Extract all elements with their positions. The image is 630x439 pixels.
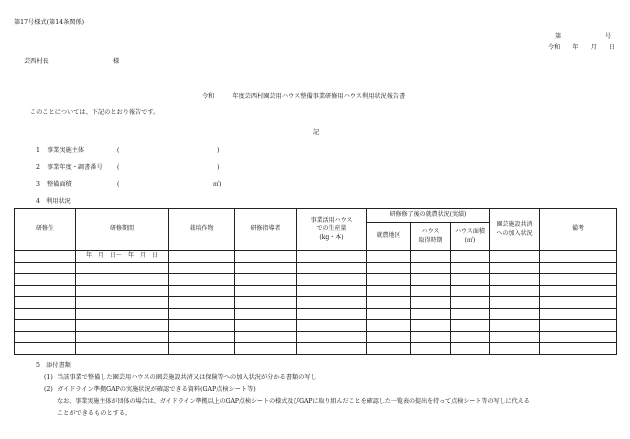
header-remarks: 備考 bbox=[540, 209, 617, 251]
item-paren-close: ) bbox=[217, 147, 220, 154]
table-row bbox=[15, 285, 617, 297]
header-trainee: 研修生 bbox=[15, 209, 76, 251]
date-month: 月 bbox=[590, 44, 597, 51]
title-era: 令和 bbox=[202, 93, 215, 100]
attachment-text: 当該事業で整備した園芸用ハウスの園芸施設共済又は保険等への加入状況が分かる書類の写し bbox=[57, 374, 317, 381]
title-text: 年度芸西村園芸用ハウス整備事業研修用ハウス利用状況報告書 bbox=[232, 93, 406, 100]
attachment-number: (2) bbox=[44, 386, 53, 393]
table-row bbox=[15, 297, 617, 309]
header-house-area: ハウス面積 (㎡) bbox=[451, 223, 490, 251]
usage-table bbox=[14, 208, 617, 355]
item-label: 事業年度・調書番号 bbox=[47, 164, 103, 171]
attachment-note-cont: ことができるものとする。 bbox=[57, 410, 132, 417]
header-house-period: ハウス 取得時期 bbox=[411, 223, 451, 251]
item-label: 事業実施主体 bbox=[47, 147, 85, 154]
header-production: 事業活用ハウス での生産量 (kg・本) bbox=[297, 209, 367, 251]
item-number: 2 bbox=[36, 164, 40, 171]
addressee-name: 芸西村長 bbox=[24, 58, 49, 65]
item-number: 1 bbox=[36, 147, 40, 154]
header-facility: 園芸施設共済 への加入状況 bbox=[490, 209, 540, 251]
item-number: 3 bbox=[36, 181, 40, 188]
table-row bbox=[15, 343, 617, 355]
attachment-text: ガイドライン準拠GAPの実施状況が確認できる資料(GAP点検シート等) bbox=[57, 386, 256, 393]
date-day: 日 bbox=[608, 44, 615, 51]
ki-mark: 記 bbox=[313, 129, 320, 136]
attachments-heading: 5 添付書類 bbox=[36, 362, 71, 369]
doc-number-suffix: 号 bbox=[605, 33, 612, 40]
addressee-honorific: 様 bbox=[113, 58, 120, 65]
table-row bbox=[15, 274, 617, 286]
header-period: 研修期間 bbox=[76, 209, 169, 251]
header-post-status: 研修修了後の就農状況(実績) bbox=[367, 209, 490, 223]
header-area: 就農地区 bbox=[367, 223, 411, 251]
attachment-note: なお、事業実施主体が団体の場合は、ガイドライン準拠以上のGAP点検シートの様式及びGAPに取り組んだことを確認した一覧表の提出を持って点検シート等の写しに代える bbox=[57, 398, 530, 405]
form-label: 第17号様式(第14条関係) bbox=[14, 19, 85, 26]
item-paren-open: ( bbox=[117, 181, 120, 188]
usage-heading: 4 利用状況 bbox=[36, 198, 71, 205]
item-paren-open: ( bbox=[117, 164, 120, 171]
table-row bbox=[15, 331, 617, 343]
item-paren-close: ) bbox=[217, 164, 220, 171]
date-era: 令和 bbox=[548, 44, 561, 51]
period-template: 年 月 日～ 年 月 日 bbox=[76, 251, 169, 263]
item-paren-open: ( bbox=[117, 147, 120, 154]
table-row bbox=[15, 320, 617, 332]
date-year: 年 bbox=[572, 44, 579, 51]
table-row bbox=[15, 251, 617, 263]
document-title bbox=[202, 94, 405, 100]
header-crop: 栽培作物 bbox=[169, 209, 235, 251]
item-paren-close: ㎡) bbox=[213, 181, 222, 188]
item-label: 整備面積 bbox=[47, 181, 72, 188]
doc-number-prefix: 第 bbox=[555, 33, 562, 40]
header-instructor: 研修指導者 bbox=[235, 209, 297, 251]
table-row bbox=[15, 308, 617, 320]
attachment-number: (1) bbox=[44, 374, 53, 381]
intro-text: このことについては、下記のとおり報告です。 bbox=[30, 109, 160, 116]
table-row bbox=[15, 262, 617, 274]
report-date bbox=[548, 45, 615, 51]
